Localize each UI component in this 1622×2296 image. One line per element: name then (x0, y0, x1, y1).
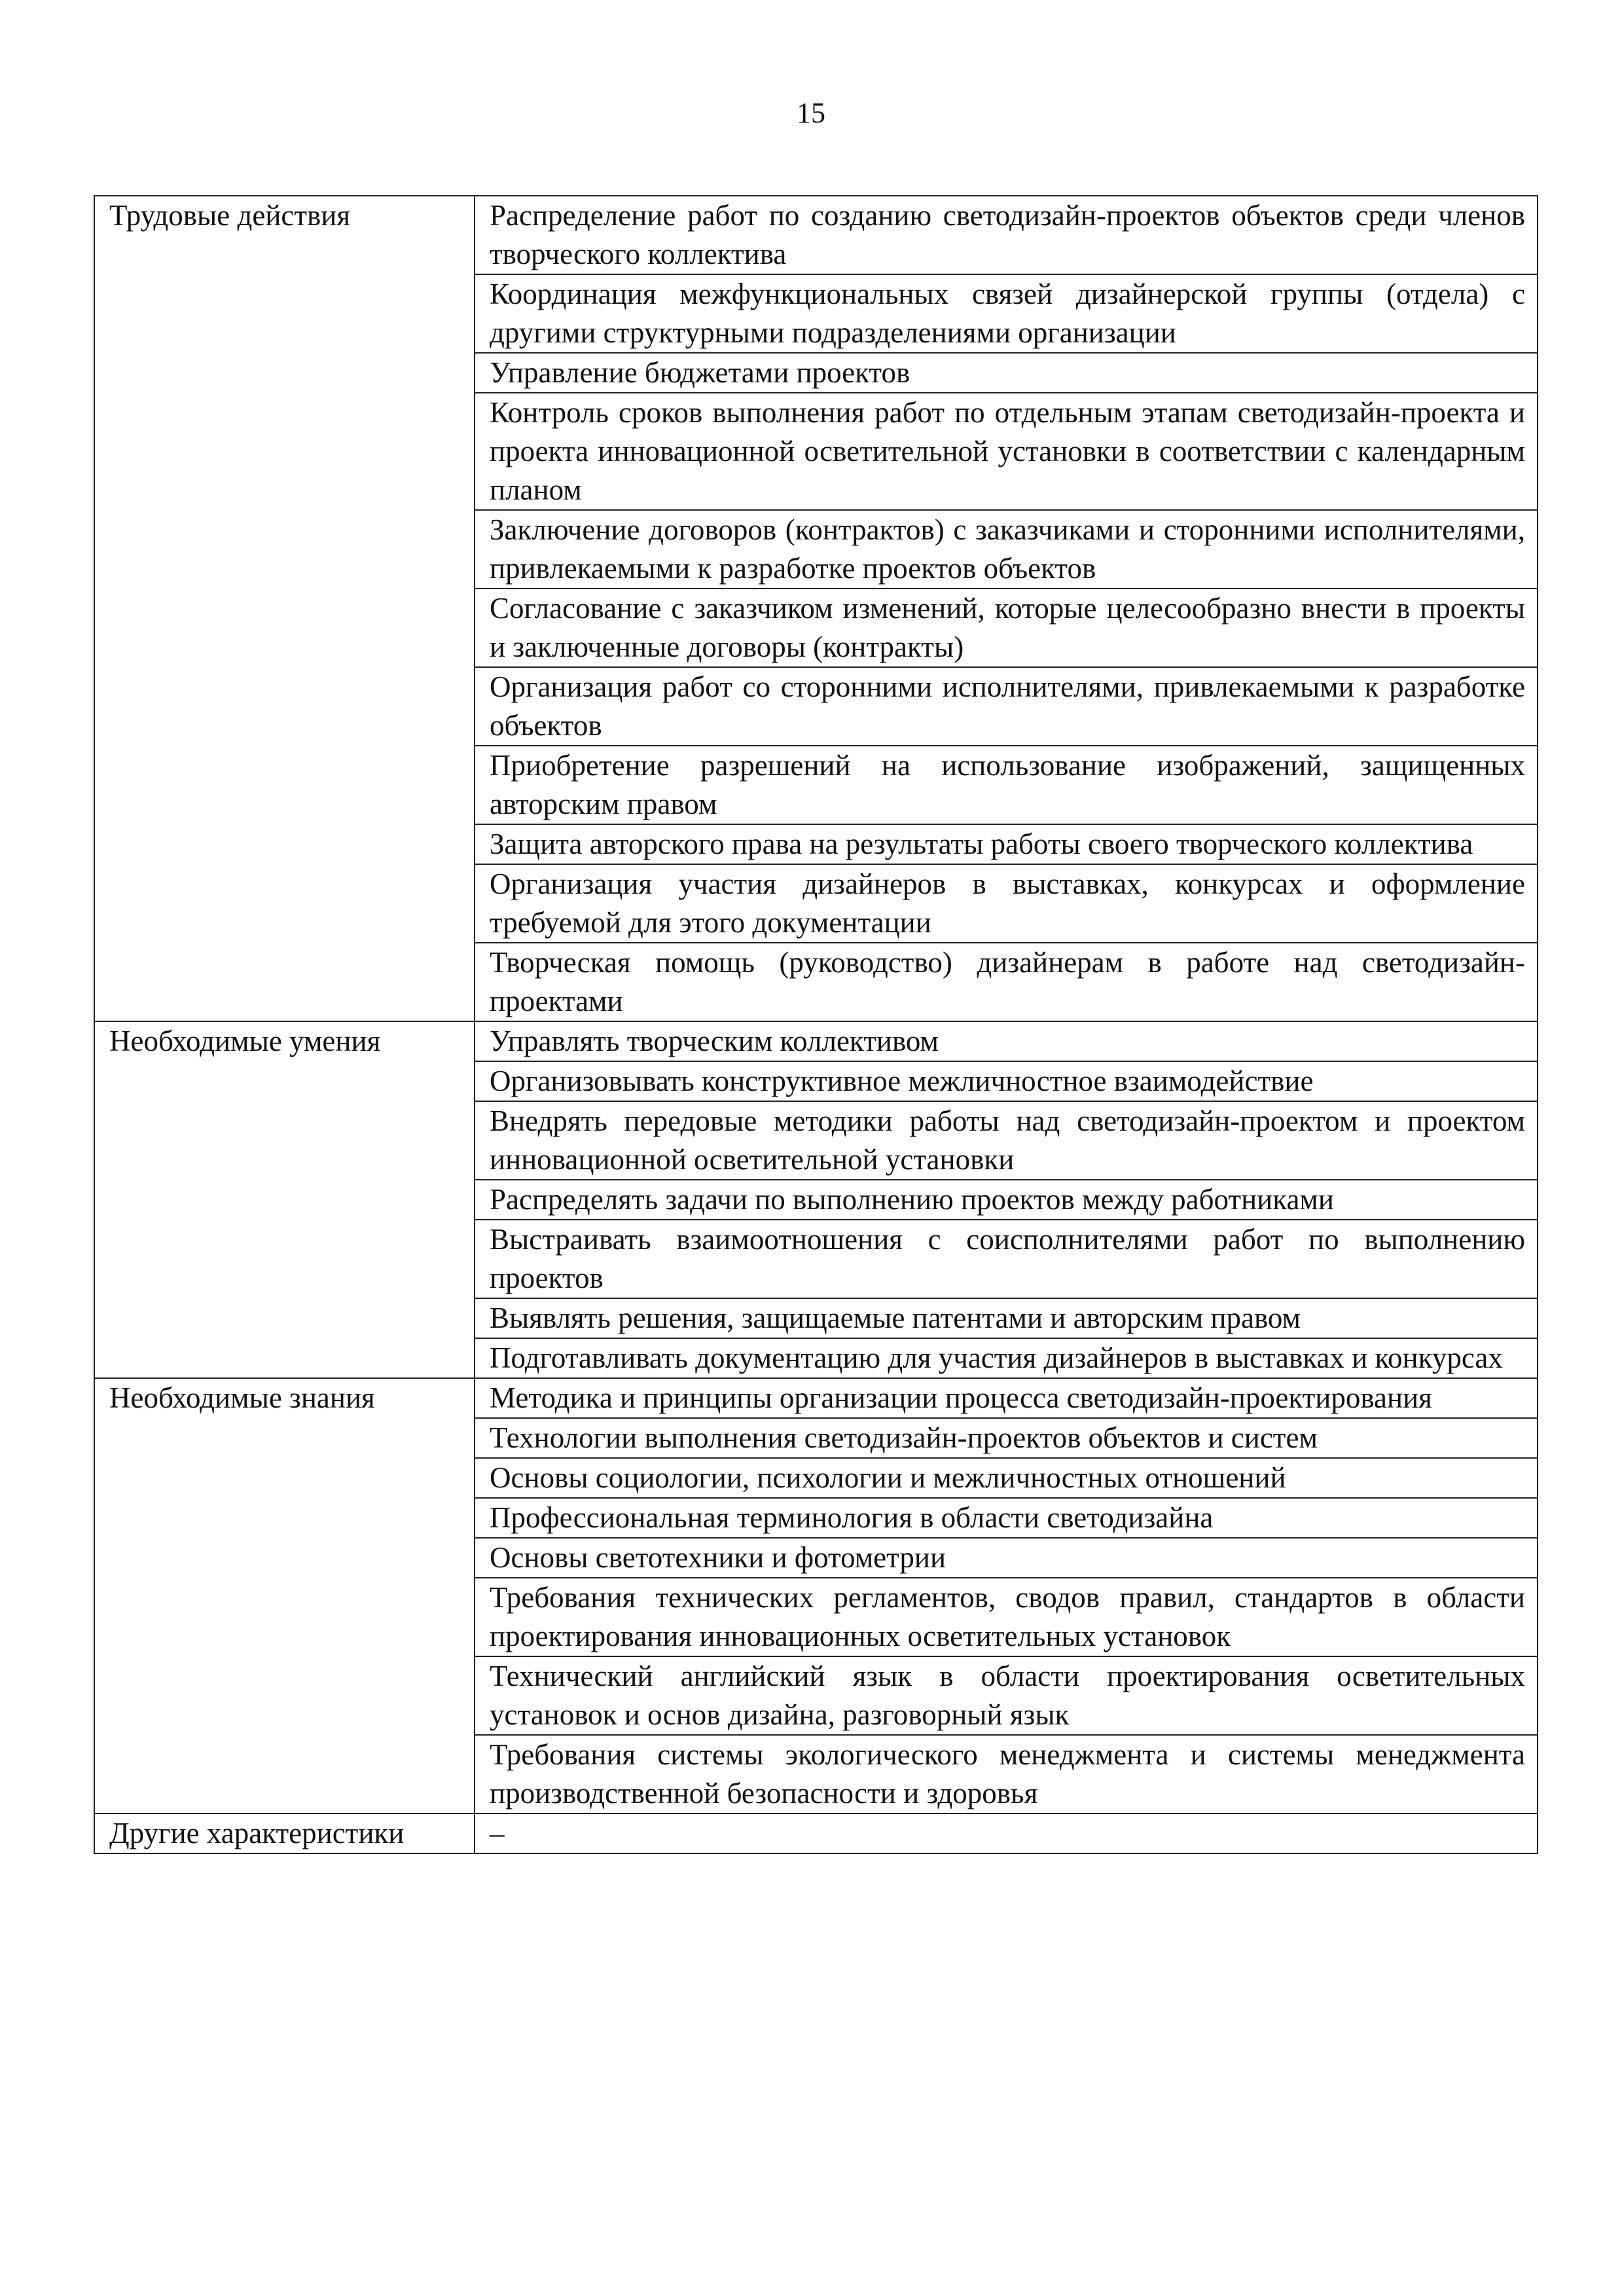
requirement-item: – (475, 1813, 1538, 1853)
requirement-item: Технологии выполнения светодизайн-проектов объектов и систем (475, 1418, 1538, 1458)
requirement-item: Технический английский язык в области проектирования осветительных установок и основ дизайна, разговорный язык (475, 1656, 1538, 1735)
requirement-item: Основы социологии, психологии и межличностных отношений (475, 1458, 1538, 1498)
requirement-item: Требования системы экологического менеджмента и системы менеджмента производственной безопасности и здоровья (475, 1735, 1538, 1813)
page-number: 15 (797, 97, 825, 129)
requirements-table (94, 195, 1538, 1854)
requirement-item: Распределять задачи по выполнению проектов между работниками (475, 1180, 1538, 1220)
requirement-item: Организация работ со сторонними исполнителями, привлекаемыми к разработке объектов (475, 667, 1538, 746)
requirement-item: Управлять творческим коллективом (475, 1021, 1538, 1061)
requirement-item: Выявлять решения, защищаемые патентами и авторским правом (475, 1298, 1538, 1338)
requirement-item: Подготавливать документацию для участия дизайнеров в выставках и конкурсах (475, 1338, 1538, 1378)
requirement-item: Методика и принципы организации процесса светодизайн-проектирования (475, 1378, 1538, 1418)
requirement-item: Распределение работ по созданию светодизайн-проектов объектов среди членов творческого коллектива (475, 196, 1538, 274)
table-row (94, 1021, 1538, 1061)
requirement-item: Внедрять передовые методики работы над светодизайн-проектом и проектом инновационной осветительной установки (475, 1101, 1538, 1180)
requirement-item: Согласование с заказчиком изменений, которые целесообразно внести в проекты и заключенные договоры (контракты) (475, 589, 1538, 667)
requirement-item: Организация участия дизайнеров в выставках, конкурсах и оформление требуемой для этого документации (475, 864, 1538, 943)
requirement-item: Организовывать конструктивное межличностное взаимодействие (475, 1061, 1538, 1101)
table-row (94, 196, 1538, 274)
requirement-item: Требования технических регламентов, сводов правил, стандартов в области проектирования инновационных осветительных установок (475, 1578, 1538, 1656)
section-label: Другие характеристики (94, 1813, 475, 1853)
requirement-item: Выстраивать взаимоотношения с соисполнителями работ по выполнению проектов (475, 1220, 1538, 1298)
requirement-item: Творческая помощь (руководство) дизайнерам в работе над светодизайн-проектами (475, 943, 1538, 1021)
requirement-item: Приобретение разрешений на использование изображений, защищенных авторским правом (475, 746, 1538, 824)
requirement-item: Заключение договоров (контрактов) с заказчиками и сторонними исполнителями, привлекаемыми к разработке проектов объектов (475, 510, 1538, 589)
section-label: Необходимые знания (94, 1378, 475, 1813)
requirement-item: Профессиональная терминология в области светодизайна (475, 1498, 1538, 1538)
section-label: Необходимые умения (94, 1021, 475, 1378)
requirement-item: Управление бюджетами проектов (475, 353, 1538, 393)
table-row (94, 1813, 1538, 1853)
section-label: Трудовые действия (94, 196, 475, 1021)
requirement-item: Основы светотехники и фотометрии (475, 1538, 1538, 1578)
requirement-item: Контроль сроков выполнения работ по отдельным этапам светодизайн-проекта и проекта инновационной осветительной установки в соответствии с календарным планом (475, 393, 1538, 510)
requirement-item: Защита авторского права на результаты работы своего творческого коллектива (475, 824, 1538, 864)
requirement-item: Координация межфункциональных связей дизайнерской группы (отдела) с другими структурными подразделениями организации (475, 274, 1538, 353)
table-row (94, 1378, 1538, 1418)
